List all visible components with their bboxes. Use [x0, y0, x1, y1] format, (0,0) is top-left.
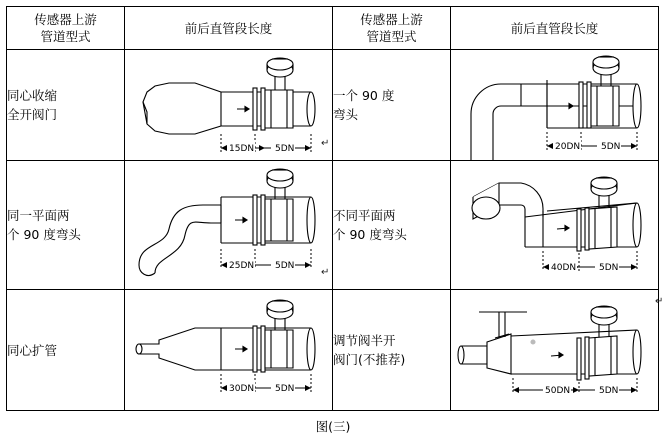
figure-caption: 图(三): [315, 419, 351, 434]
row2-left-label: [7, 161, 125, 290]
row3-left-label-line1: 同心扩管: [7, 342, 58, 358]
row2-left-figure-cell: [125, 161, 333, 290]
table-row: [7, 290, 659, 411]
header-cell-3-line1: 传感器上游: [360, 12, 423, 27]
dim-downstream-2: 5DN: [601, 142, 621, 152]
dim-downstream-3: 5DN: [275, 261, 295, 271]
page: [0, 6, 666, 440]
row3-right-figure-cell: [451, 290, 659, 411]
dim-upstream-4: 40DN: [551, 263, 577, 273]
dim-downstream-4: 5DN: [599, 263, 619, 273]
row2-left-label-line2: 个 90 度弯头: [7, 227, 81, 242]
row3-left-label: [7, 290, 125, 411]
header-cell-2: [125, 7, 333, 50]
row1-right-figure-cell: [451, 50, 659, 161]
dim-downstream-6: 5DN: [599, 386, 619, 396]
header-cell-4: [451, 7, 659, 50]
row1-right-label-line2: 弯头: [333, 107, 359, 122]
row2-right-figure-cell: [451, 161, 659, 290]
dim-upstream-2: 20DN: [555, 142, 581, 152]
row1-right-label-line1: 一个 90 度: [333, 88, 395, 103]
pilcrow-mark: ↵: [321, 138, 330, 149]
figure-two-90-elbows-different-plane: [451, 161, 658, 289]
row2-right-label: [333, 161, 451, 290]
row1-left-label-line2: 全开阀门: [7, 107, 58, 122]
table-row: [7, 161, 659, 290]
dim-upstream-1: 15DN: [229, 144, 255, 154]
figure-half-open-control-valve: [451, 290, 658, 410]
header-cell-1-line2: 管道型式: [40, 29, 91, 44]
header-cell-2-line1: 前后直管段长度: [184, 20, 273, 36]
figure-concentric-expander: [125, 290, 332, 410]
row2-right-label-line2: 个 90 度弯头: [333, 227, 407, 242]
row1-left-label-line1: 同心收缩: [7, 88, 58, 103]
dim-upstream-3: 25DN: [229, 261, 255, 271]
pilcrow-mark: ↵: [321, 267, 330, 278]
figure-two-90-elbows-same-plane: [125, 161, 332, 289]
header-cell-1-line1: 传感器上游: [34, 12, 97, 27]
table-row: [7, 50, 659, 161]
row2-right-label-line1: 不同平面两: [333, 208, 396, 223]
dim-downstream-5: 5DN: [275, 384, 295, 394]
figure-single-90-elbow: [451, 50, 658, 160]
row1-left-figure-cell: [125, 50, 333, 161]
figure-concentric-reducer-valve: [125, 50, 332, 160]
pilcrow-mark-right: ↵: [655, 296, 664, 307]
row3-left-figure-cell: [125, 290, 333, 411]
pipe-installation-table: [6, 6, 659, 411]
row3-right-label-line2: 阀门(不推荐): [333, 352, 406, 367]
row2-left-label-line1: 同一平面两: [7, 208, 70, 223]
header-cell-4-line1: 前后直管段长度: [510, 20, 599, 36]
header-cell-3-line2: 管道型式: [366, 29, 417, 44]
table-header-row: [7, 7, 659, 50]
header-cell-3: [333, 7, 451, 50]
header-cell-1: [7, 7, 125, 50]
row1-right-label: [333, 50, 451, 161]
row3-right-label-line1: 调节阀半开: [333, 333, 396, 348]
dim-upstream-5: 30DN: [229, 384, 255, 394]
row3-right-label: [333, 290, 451, 411]
dim-downstream-1: 5DN: [275, 144, 295, 154]
row1-left-label: [7, 50, 125, 161]
dim-upstream-6: 50DN: [545, 386, 571, 396]
